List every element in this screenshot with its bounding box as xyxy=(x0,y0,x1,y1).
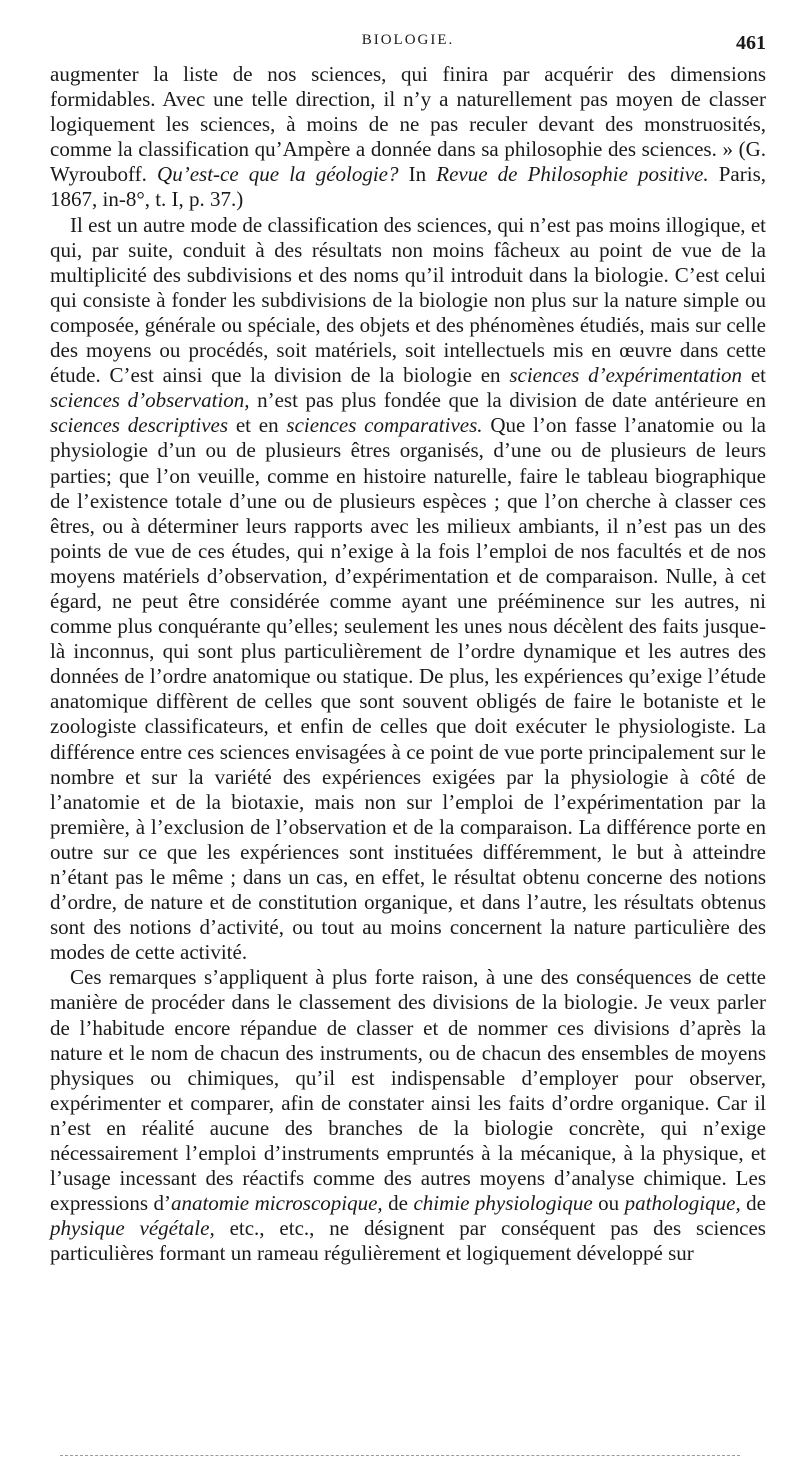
italic-run: anatomie microscopique, xyxy=(170,1191,383,1216)
text-run: augmenter la liste de nos sciences, qui finira par acquérir des dimensions formidables. Avec une telle direction, il n’y a naturellement pas moyen de classer logiquement les sciences, à moins de ne pas reculer devant des monstruosités, comme la classification qu’Ampère a donnée dans sa philosophie des sciences. » (G. Wyrouboff. xyxy=(50,62,766,187)
page-number: 461 xyxy=(736,32,766,54)
italic-run: sciences descriptives xyxy=(50,413,229,438)
text-run: In xyxy=(398,162,437,187)
text-run: n’est pas plus fondée que la division de date antérieure en xyxy=(249,388,766,413)
paragraph-3 xyxy=(50,965,766,1266)
text-run: de xyxy=(740,1191,767,1216)
text-run: et xyxy=(742,363,766,388)
book-page xyxy=(50,28,766,1267)
italic-run: sciences comparatives. xyxy=(286,413,483,438)
italic-run: Revue de Philosophie positive. xyxy=(436,162,709,187)
italic-run: sciences d’expérimentation xyxy=(509,363,743,388)
paragraph-1 xyxy=(50,62,766,213)
italic-run: pathologique, xyxy=(624,1191,741,1216)
text-run: de xyxy=(382,1191,414,1216)
italic-run: physique végétale, xyxy=(50,1216,215,1241)
text-run: Paris, 1867, in-8°, t. I, p. 37.) xyxy=(50,162,766,212)
body-text xyxy=(50,62,766,1267)
text-run: Que l’on fasse l’anatomie ou la physiologie d’un ou de plusieurs êtres organisés, d’une ou de plusieurs de leurs parties; que l’on veuille, comme en histoire naturelle, faire le tableau biographique de l’existence totale d’une ou de plusieurs espèces ; que l’on cherche à classer ces êtres, ou à déterminer leurs rapports avec les milieux ambiants, il n’est pas un des points de vue de ces études, qui n’exige à la fois l’emploi de nos facultés et de nos moyens matériels d’observation, d’expérimentation et de comparaison. Nulle, à cet égard, ne peut être considérée comme ayant une prééminence sur les autres, ni comme plus conquérante qu’elles; seulement les unes nous décèlent des faits jusque-là inconnus, qui sont plus particulièrement de l’ordre dynamique et les autres des données de l’ordre anatomique ou statique. De plus, les expériences qu’exige l’étude anatomique diffèrent de celles que sont souvent obligés de faire le botaniste et le zoologiste classificateurs, et enfin de celles que doit exécuter le physiologiste. La différence entre ces sciences envisagées à ce point de vue porte principalement sur le nombre et sur la variété des expériences exigées par la physiologie à côté de l’anatomie et de la biotaxie, mais non sur l’emploi de l’expérimentation par la première, à l’exclusion de l’observation et de la comparaison. La différence porte en outre sur ce que les expériences sont instituées différemment, le but à atteindre n’étant pas le même ; dans un cas, en effet, le résultat obtenu concerne des notions d’ordre, de nature et de constitution organique, et dans l’autre, les résultats obtenus sont des notions d’activité, ou tout au moins concernent la nature particulière des modes de cette activité. xyxy=(50,413,766,965)
paragraph-2 xyxy=(50,213,766,966)
italic-run: Qu’est-ce que la géologie? xyxy=(157,162,399,187)
text-run: Il est un autre mode de classification des sciences, qui n’est pas moins illogique, et qui, par suite, conduit à des résultats non moins fâcheux au point de vue de la multiplicité des subdivisions et des noms qu’il introduit dans la biologie. C’est celui qui consiste à fonder les subdivisions de la biologie non plus sur la nature simple ou composée, générale ou spéciale, des objets et des phénomènes étudiés, mais sur celle des moyens ou procédés, soit matériels, soit intellectuels mis en œuvre dans cette étude. C’est ainsi que la division de la biologie en xyxy=(50,212,766,388)
text-run: ou xyxy=(592,1191,625,1216)
text-run: Ces remarques s’appliquent à plus forte raison, à une des conséquences de cette manière de procéder dans le classement des divisions de la biologie. Je veux parler de l’habitude encore répandue de classer et de nommer ces divisions d’après la nature et le nom de chacun des instruments, ou de chacun des ensembles de moyens physiques ou chimiques, qu’il est indispensable d’employer pour observer, expérimenter et comparer, afin de constater ainsi les faits d’ordre organique. Car il n’est en réalité aucune des branches de la biologie concrète, qui n’exige nécessairement l’emploi d’instruments empruntés à la mécanique, à la physique, et l’usage incessant des réactifs comme des autres moyens d’analyse chimique. Les expressions d’ xyxy=(50,965,766,1216)
text-run: etc., etc., ne désignent par conséquent pas des sciences particulières formant un rameau régulièrement et logiquement développé sur xyxy=(50,1216,766,1266)
page-header xyxy=(50,28,766,62)
running-head: BIOLOGIE. xyxy=(361,32,455,48)
italic-run: chimie physiologique xyxy=(413,1191,593,1216)
footer-rule xyxy=(60,1455,740,1456)
italic-run: sciences d’observation, xyxy=(50,388,250,413)
text-run: et en xyxy=(228,413,287,438)
